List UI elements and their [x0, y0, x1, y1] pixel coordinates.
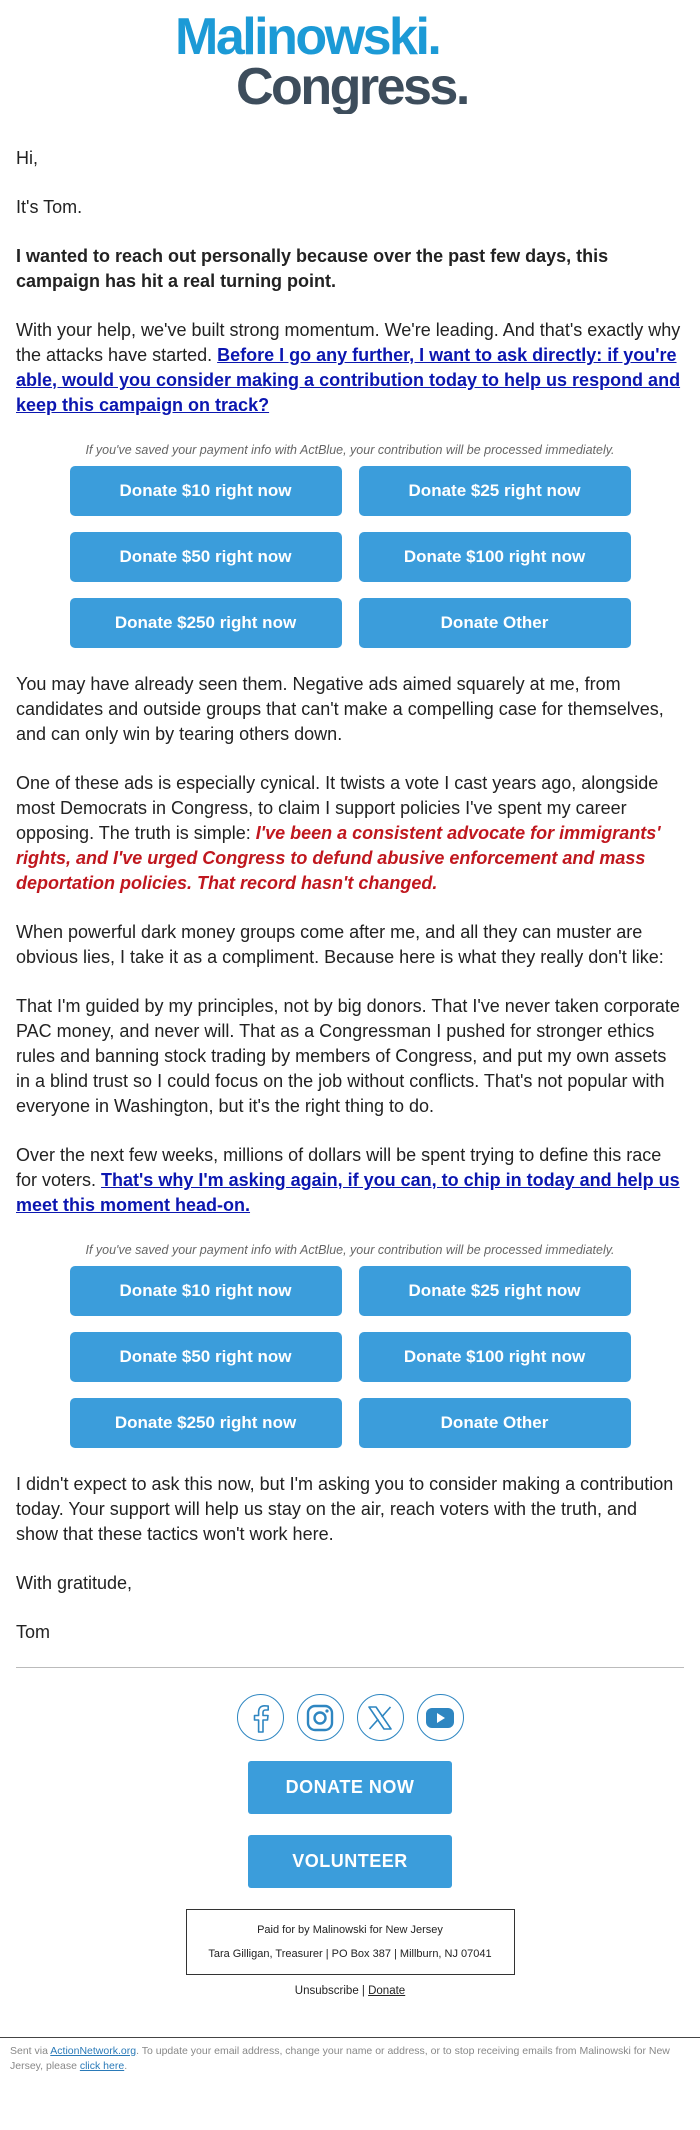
donate-now-button[interactable]: DONATE NOW [248, 1761, 452, 1814]
donate-other-button[interactable]: Donate Other [359, 598, 631, 648]
youtube-icon[interactable] [417, 1694, 464, 1741]
click-here-link[interactable]: click here [79, 2060, 125, 2072]
donate-25-button[interactable]: Donate $25 right now [359, 466, 631, 516]
donate-ask-link-1[interactable]: Before I go any further, I want to ask directly: if you're able, would you consider making a contribution today to help us respond and keep this campaign on track? [16, 345, 681, 415]
momentum-paragraph [16, 318, 684, 418]
bold-intro: I wanted to reach out personally because over the past few days, this campaign has hit a real turning point. [16, 246, 609, 291]
unsub-separator: | [358, 1985, 369, 1997]
donate-100-button[interactable]: Donate $100 right now [359, 532, 631, 582]
donate-grid-1 [70, 466, 631, 648]
closing-paragraph: I didn't expect to ask this now, but I'm asking you to consider making a contribution today. Your support will help us stay on the air, reach voters with the truth, and show that these tactics won't work here. [16, 1474, 674, 1544]
footer-prefix: Sent via [10, 2045, 51, 2057]
donate-100-button[interactable]: Donate $100 right now [359, 1332, 631, 1382]
actblue-note-1: If you've saved your payment info with ActBlue, your contribution will be processed immediately. [85, 443, 615, 457]
footer-end: . [124, 2060, 128, 2072]
actionnetwork-link[interactable]: ActionNetwork.org [50, 2045, 137, 2057]
footer-donate-link[interactable]: Donate [368, 1985, 406, 1997]
email-body [0, 146, 700, 1645]
unsubscribe-link[interactable]: Unsubscribe [294, 1985, 359, 1997]
unsubscribe-row [0, 1985, 700, 1997]
next-weeks-paragraph [16, 1143, 684, 1218]
volunteer-button[interactable]: VOLUNTEER [248, 1835, 452, 1888]
logo-line-1: Malinowski. [175, 10, 440, 66]
ads-paragraph: You may have already seen them. Negative ads aimed squarely at me, from candidates and outside groups that can't make a compelling case for themselves, and can only win by tearing others down. [16, 674, 664, 744]
signature: Tom [16, 1622, 51, 1642]
donate-other-button[interactable]: Donate Other [359, 1398, 631, 1448]
donate-50-button[interactable]: Donate $50 right now [70, 532, 342, 582]
momentum-text: With your help, we've built strong momentum. We're leading. And that's exactly why the attacks have started. [16, 320, 681, 365]
instagram-icon[interactable] [297, 1694, 344, 1741]
donate-10-button[interactable]: Donate $10 right now [70, 1266, 342, 1316]
greeting: Hi, [16, 148, 38, 168]
donate-10-button[interactable]: Donate $10 right now [70, 466, 342, 516]
donate-250-button[interactable]: Donate $250 right now [70, 1398, 342, 1448]
signoff: With gratitude, [16, 1573, 133, 1593]
actblue-note-2: If you've saved your payment info with ActBlue, your contribution will be processed immediately. [85, 1243, 615, 1257]
next-weeks-text: Over the next few weeks, millions of dollars will be spent trying to define this race for voters. [16, 1145, 662, 1190]
donate-250-button[interactable]: Donate $250 right now [70, 598, 342, 648]
donate-grid-2 [70, 1266, 631, 1448]
dark-money-paragraph: When powerful dark money groups come after me, and all they can muster are obvious lies, I take it as a compliment. Because here is what they really don't like: [16, 922, 664, 967]
cynical-paragraph [16, 771, 684, 896]
intro-text: It's Tom. [16, 197, 83, 217]
email-footer [0, 2037, 700, 2074]
x-icon[interactable] [357, 1694, 404, 1741]
donate-50-button[interactable]: Donate $50 right now [70, 1332, 342, 1382]
logo-line-2: Congress. [236, 58, 468, 114]
record-statement: I've been a consistent advocate for immigrants' rights, and I've urged Congress to defund abusive enforcement and mass deportation policies. That record hasn't changed. [16, 823, 661, 893]
social-links [0, 1694, 700, 1741]
divider [16, 1667, 684, 1668]
donate-ask-link-2[interactable]: That's why I'm asking again, if you can, to chip in today and help us meet this moment head-on. [16, 1170, 680, 1215]
footer-text: . To update your email address, change your name or address, or to stop receiving emails from Malinowski for New Jersey, please [10, 2045, 670, 2072]
campaign-logo [0, 0, 700, 126]
donate-25-button[interactable]: Donate $25 right now [359, 1266, 631, 1316]
cynical-text: One of these ads is especially cynical. It twists a vote I cast years ago, alongside most Democrats in Congress, to claim I support policies I've spent my career opposing. The truth is simple: [16, 773, 659, 843]
paid-for-disclaimer [186, 1909, 515, 1975]
paid-for-text: Paid for by Malinowski for New Jersey [257, 1924, 443, 1936]
facebook-icon[interactable] [237, 1694, 284, 1741]
treasurer-text: Tara Gilligan, Treasurer | PO Box 387 | Millburn, NJ 07041 [208, 1948, 492, 1960]
principles-paragraph: That I'm guided by my principles, not by big donors. That I've never taken corporate PAC money, and never will. That as a Congressman I pushed for stronger ethics rules and banning stock trading by members of Congress, and put my own assets in a blind trust so I could focus on the job without conflicts. That's not popular with everyone in Washington, but it's the right thing to do. [16, 996, 680, 1116]
